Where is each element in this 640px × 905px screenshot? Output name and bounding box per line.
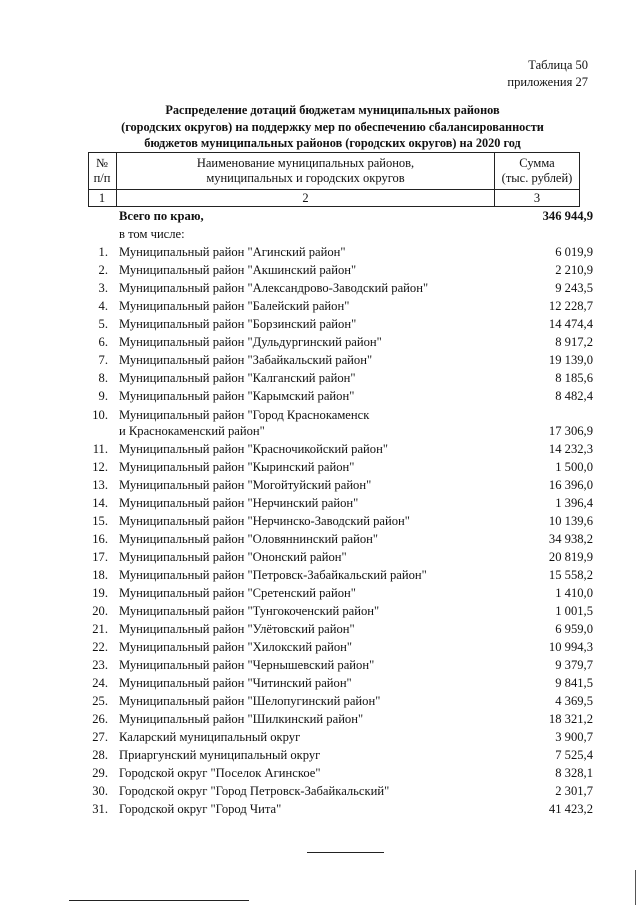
row-name: Муниципальный район "Александрово-Заводский район" xyxy=(119,281,429,296)
table-row xyxy=(88,369,593,387)
row-number: 10. xyxy=(92,407,108,422)
row-number: 21. xyxy=(92,621,108,636)
row-number: 6. xyxy=(98,335,108,350)
row-name: Городской округ "Город Петровск-Забайкальский" xyxy=(119,784,390,799)
col-header-number-top: № xyxy=(96,156,108,170)
row-name: Муниципальный район "Калганский район" xyxy=(119,371,356,386)
row-amount: 3 900,7 xyxy=(555,730,593,745)
col-index-2: 2 xyxy=(302,191,309,205)
row-name: Муниципальный район "Балейский район" xyxy=(119,299,350,314)
row-amount: 2 301,7 xyxy=(555,784,593,799)
row-amount: 8 185,6 xyxy=(555,371,593,386)
total-value: 346 944,9 xyxy=(542,209,593,223)
table-row xyxy=(88,297,593,315)
row-amount: 6 019,9 xyxy=(555,245,593,260)
row-amount: 18 321,2 xyxy=(548,712,593,727)
table-row xyxy=(88,728,593,746)
row-amount: 1 001,5 xyxy=(555,603,593,618)
row-number: 17. xyxy=(92,549,108,564)
table-body xyxy=(88,207,593,819)
row-number: 24. xyxy=(92,676,108,691)
row-name: Муниципальный район "Тунгокоченский район" xyxy=(119,603,380,618)
row-number: 25. xyxy=(92,694,108,709)
row-number: 5. xyxy=(98,317,108,332)
table-row xyxy=(88,351,593,369)
row-number: 13. xyxy=(92,477,108,492)
row-amount: 7 525,4 xyxy=(555,748,593,763)
row-number: 30. xyxy=(92,784,108,799)
row-amount: 8 482,4 xyxy=(555,389,593,404)
row-number: 2. xyxy=(98,263,108,278)
table-row xyxy=(88,548,593,566)
row-amount: 10 139,6 xyxy=(548,513,593,528)
table-row xyxy=(88,602,593,620)
row-amount: 8 328,1 xyxy=(555,766,593,781)
row-name: Муниципальный район "Кыринский район" xyxy=(119,459,355,474)
col-header-sum-line-1: Сумма xyxy=(519,156,555,170)
row-name: Приаргунский муниципальный округ xyxy=(119,748,321,763)
row-number: 16. xyxy=(92,531,108,546)
doc-title-line-1: Распределение дотаций бюджетам муниципальных районов xyxy=(165,103,500,117)
row-name: Муниципальный район "Шилкинский район" xyxy=(119,712,364,727)
row-amount: 2 210,9 xyxy=(555,263,593,278)
row-number: 20. xyxy=(92,603,108,618)
row-amount: 4 369,5 xyxy=(555,694,593,709)
row-amount: 16 396,0 xyxy=(548,477,593,492)
row-amount: 8 917,2 xyxy=(555,335,593,350)
row-number: 27. xyxy=(92,730,108,745)
row-number: 31. xyxy=(92,802,108,817)
table-row xyxy=(88,406,593,440)
row-number: 4. xyxy=(98,299,108,314)
table-row xyxy=(88,476,593,494)
row-amount: 10 994,3 xyxy=(548,640,593,655)
row-amount: 9 379,7 xyxy=(555,658,593,673)
col-header-name-line-2: муниципальных и городских округов xyxy=(206,171,405,185)
table-row xyxy=(88,620,593,638)
row-number: 8. xyxy=(98,371,108,386)
row-number: 3. xyxy=(98,281,108,296)
row-number: 18. xyxy=(92,567,108,582)
row-number: 19. xyxy=(92,585,108,600)
table-row xyxy=(88,710,593,728)
row-name: Муниципальный район "Акшинский район" xyxy=(119,263,357,278)
row-number: 29. xyxy=(92,766,108,781)
row-number: 1. xyxy=(98,245,108,260)
row-number: 15. xyxy=(92,513,108,528)
row-amount: 14 232,3 xyxy=(548,441,593,456)
table-row xyxy=(88,692,593,710)
row-number: 12. xyxy=(92,459,108,474)
row-amount: 9 841,5 xyxy=(555,676,593,691)
col-index-3: 3 xyxy=(533,191,541,205)
row-name: Муниципальный район "Дульдургинский район" xyxy=(119,335,382,350)
row-number: 9. xyxy=(98,389,108,404)
col-index-1: 1 xyxy=(98,191,106,205)
row-name: Муниципальный район "Агинский район" xyxy=(119,245,346,260)
row-name: Муниципальный район "Шелопугинский район" xyxy=(119,694,381,709)
row-name: Муниципальный район "Сретенский район" xyxy=(119,585,356,600)
table-row xyxy=(88,764,593,782)
table-row xyxy=(88,584,593,602)
table-row xyxy=(88,674,593,692)
row-amount: 6 959,0 xyxy=(555,621,593,636)
table-row xyxy=(88,279,593,297)
row-amount: 9 243,5 xyxy=(555,281,593,296)
row-number: 14. xyxy=(92,495,108,510)
row-name: Городской округ "Город Чита" xyxy=(119,802,282,817)
table-row xyxy=(88,782,593,800)
doc-title-line-2: (городских округов) на поддержку мер по обеспечению сбалансированности xyxy=(121,120,544,134)
row-name: Муниципальный район "Красночикойский район" xyxy=(119,441,388,456)
col-header-number xyxy=(88,156,116,186)
row-name: Муниципальный район "Улётовский район" xyxy=(119,621,355,636)
table-row xyxy=(88,387,593,405)
row-amount: 41 423,2 xyxy=(548,802,593,817)
subtotal-caption-row xyxy=(88,225,593,243)
table-row xyxy=(88,333,593,351)
col-header-name-line-1: Наименование муниципальных районов, xyxy=(196,156,415,170)
row-name-line-1: Муниципальный район "Город Краснокаменск xyxy=(119,407,370,422)
row-amount: 15 558,2 xyxy=(548,567,593,582)
row-number: 7. xyxy=(98,353,108,368)
row-amount: 19 139,0 xyxy=(548,353,593,368)
row-name: Муниципальный район "Хилокский район" xyxy=(119,640,353,655)
row-amount: 1 396,4 xyxy=(555,495,593,510)
row-name: Муниципальный район "Карымский район" xyxy=(119,389,355,404)
row-name: Муниципальный район "Борзинский район" xyxy=(119,317,357,332)
subtotal-caption: в том числе: xyxy=(119,227,185,242)
col-header-name xyxy=(117,156,494,186)
row-name-line-2: и Краснокаменский район" xyxy=(119,423,265,438)
footnote-rule xyxy=(69,900,249,901)
doc-title-line-3: бюджетов муниципальных районов (городских округов) на 2020 год xyxy=(144,136,521,150)
row-amount: 34 938,2 xyxy=(548,531,593,546)
row-amount: 1 410,0 xyxy=(555,585,593,600)
row-name: Муниципальный район "Могойтуйский район" xyxy=(119,477,372,492)
row-number: 23. xyxy=(92,658,108,673)
table-row xyxy=(88,458,593,476)
table-row xyxy=(88,512,593,530)
table-number: Таблица 50 xyxy=(528,58,588,72)
row-amount: 12 228,7 xyxy=(548,299,593,314)
row-number: 26. xyxy=(92,712,108,727)
row-amount: 14 474,4 xyxy=(548,317,593,332)
row-number: 22. xyxy=(92,640,108,655)
row-name: Муниципальный район "Нерчинский район" xyxy=(119,495,359,510)
page-edge-mark xyxy=(635,870,636,905)
col-header-sum xyxy=(495,156,579,186)
table-row xyxy=(88,494,593,512)
col-header-sum-line-2: (тыс. рублей) xyxy=(501,171,573,185)
row-name xyxy=(119,407,369,439)
total-label: Всего по краю, xyxy=(119,209,204,223)
appendix-label: приложения 27 xyxy=(507,75,588,89)
row-name: Муниципальный район "Читинский район" xyxy=(119,676,352,691)
row-name: Городской округ "Поселок Агинское" xyxy=(119,766,321,781)
row-name: Муниципальный район "Петровск-Забайкальский район" xyxy=(119,567,427,582)
row-name: Муниципальный район "Забайкальский район" xyxy=(119,353,373,368)
table-row xyxy=(88,261,593,279)
table-row xyxy=(88,746,593,764)
row-amount: 20 819,9 xyxy=(548,549,593,564)
row-number: 28. xyxy=(92,748,108,763)
table-row xyxy=(88,530,593,548)
row-name: Муниципальный район "Ононский район" xyxy=(119,549,347,564)
row-number: 11. xyxy=(92,441,108,456)
row-amount: 1 500,0 xyxy=(555,459,593,474)
table-row xyxy=(88,638,593,656)
table-row xyxy=(88,566,593,584)
table-row xyxy=(88,243,593,261)
row-name: Муниципальный район "Оловяннинский район" xyxy=(119,531,378,546)
table-row xyxy=(88,656,593,674)
row-name: Каларский муниципальный округ xyxy=(119,730,301,745)
table-header xyxy=(88,152,580,207)
row-name: Муниципальный район "Чернышевский район" xyxy=(119,658,375,673)
total-row xyxy=(88,207,593,225)
signature-line xyxy=(307,852,384,853)
table-row xyxy=(88,440,593,458)
col-header-number-bottom: п/п xyxy=(93,171,111,185)
table-row xyxy=(88,800,593,818)
table-row xyxy=(88,315,593,333)
row-amount: 17 306,9 xyxy=(548,423,593,438)
row-name: Муниципальный район "Нерчинско-Заводский район" xyxy=(119,513,410,528)
